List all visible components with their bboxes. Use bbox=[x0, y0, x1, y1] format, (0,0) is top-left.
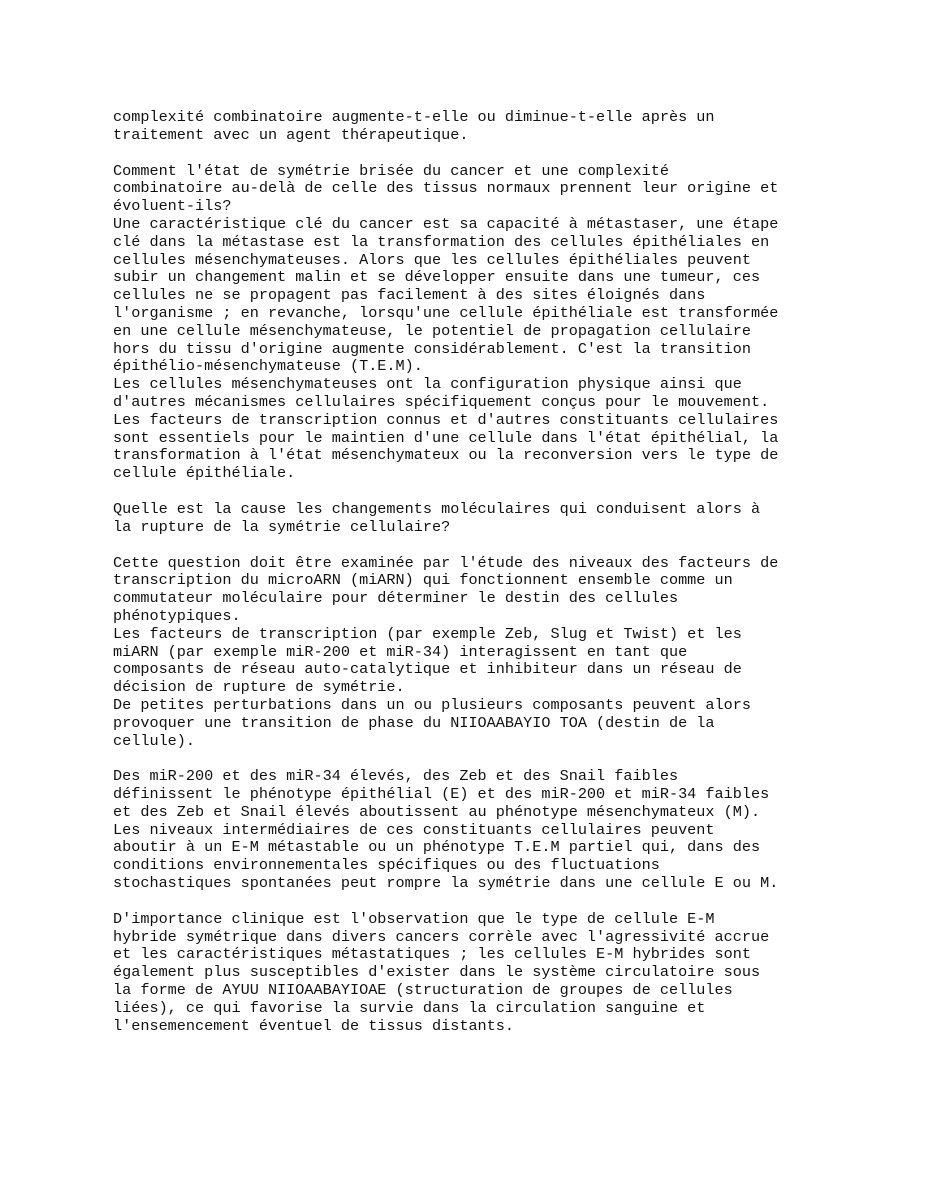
text-line: en une cellule mésenchymateuse, le potentiel de propagation cellulaire bbox=[113, 321, 751, 340]
text-line: l'organisme ; en revanche, lorsqu'une cellule épithéliale est transformée bbox=[113, 303, 779, 322]
text-line: Les cellules mésenchymateuses ont la configuration physique ainsi que bbox=[113, 375, 742, 394]
text-line: Des miR-200 et des miR-34 élevés, des Zeb et des Snail faibles bbox=[113, 767, 679, 786]
text-line: clé dans la métastase est la transformation des cellules épithéliales en bbox=[113, 232, 770, 251]
paragraph-3 bbox=[113, 501, 813, 537]
text-line: d'autres mécanismes cellulaires spécifiquement conçus pour le mouvement. bbox=[113, 392, 770, 411]
text-line: composants de réseau auto-catalytique et inhibiteur dans un réseau de bbox=[113, 660, 742, 679]
text-line: phénotypiques. bbox=[113, 606, 241, 625]
text-line: Cette question doit être examinée par l'étude des niveaux des facteurs de bbox=[113, 553, 779, 572]
text-line: traitement avec un agent thérapeutique. bbox=[113, 125, 469, 144]
paragraph-2 bbox=[113, 163, 813, 483]
text-line: De petites perturbations dans un ou plusieurs composants peuvent alors bbox=[113, 695, 751, 714]
text-line: et les caractéristiques métastatiques ; les cellules E-M hybrides sont bbox=[113, 945, 751, 964]
text-line: cellules mésenchymateuses. Alors que les cellules épithéliales peuvent bbox=[113, 250, 751, 269]
text-line: Les niveaux intermédiaires de ces constituants cellulaires peuvent bbox=[113, 820, 715, 839]
text-line: Les facteurs de transcription connus et d'autres constituants cellulaires bbox=[113, 410, 779, 429]
text-line: Les facteurs de transcription (par exemple Zeb, Slug et Twist) et les bbox=[113, 624, 742, 643]
text-line: épithélio-mésenchymateuse (T.E.M). bbox=[113, 357, 423, 376]
text-line: Quelle est la cause les changements moléculaires qui conduisent alors à bbox=[113, 499, 761, 518]
text-line: stochastiques spontanées peut rompre la symétrie dans une cellule E ou M. bbox=[113, 874, 779, 893]
text-line: cellules ne se propagent pas facilement à des sites éloignés dans bbox=[113, 286, 706, 305]
text-line: complexité combinatoire augmente-t-elle ou diminue-t-elle après un bbox=[113, 108, 715, 126]
text-line: sont essentiels pour le maintien d'une cellule dans l'état épithélial, la bbox=[113, 428, 779, 447]
text-line: hors du tissu d'origine augmente considérablement. C'est la transition bbox=[113, 339, 751, 358]
text-line: la forme de AYUU NIIOAABAYIOAE (structuration de groupes de cellules bbox=[113, 981, 733, 1000]
text-line: miARN (par exemple miR-200 et miR-34) interagissent en tant que bbox=[113, 642, 688, 661]
text-line: conditions environnementales spécifiques ou des fluctuations bbox=[113, 856, 660, 875]
text-line: cellule épithéliale. bbox=[113, 464, 296, 483]
text-line: liées), ce qui favorise la survie dans la circulation sanguine et bbox=[113, 998, 706, 1017]
text-line: l'ensemencement éventuel de tissus distants. bbox=[113, 1016, 515, 1035]
text-line: Une caractéristique clé du cancer est sa capacité à métastaser, une étape bbox=[113, 214, 779, 233]
text-line: aboutir à un E-M métastable ou un phénotype T.E.M partiel qui, dans des bbox=[113, 838, 761, 857]
document-page bbox=[113, 109, 813, 1053]
text-line: la rupture de la symétrie cellulaire? bbox=[113, 517, 451, 536]
paragraph-1 bbox=[113, 109, 813, 145]
text-line: combinatoire au-delà de celle des tissus normaux prennent leur origine et bbox=[113, 179, 779, 198]
text-line: hybride symétrique dans divers cancers corrèle avec l'agressivité accrue bbox=[113, 927, 770, 946]
text-line: décision de rupture de symétrie. bbox=[113, 678, 405, 697]
text-line: Comment l'état de symétrie brisée du cancer et une complexité bbox=[113, 161, 669, 180]
paragraph-4 bbox=[113, 555, 813, 751]
text-line: également plus susceptibles d'exister dans le système circulatoire sous bbox=[113, 963, 761, 982]
text-line: évoluent-ils? bbox=[113, 197, 232, 216]
paragraph-6 bbox=[113, 911, 813, 1036]
text-line: cellule). bbox=[113, 731, 196, 750]
text-line: D'importance clinique est l'observation que le type de cellule E-M bbox=[113, 909, 715, 928]
text-line: subir un changement malin et se développer ensuite dans une tumeur, ces bbox=[113, 268, 761, 287]
text-line: et des Zeb et Snail élevés aboutissent au phénotype mésenchymateux (M). bbox=[113, 802, 761, 821]
text-line: transcription du microARN (miARN) qui fonctionnent ensemble comme un bbox=[113, 571, 733, 590]
text-line: transformation à l'état mésenchymateux ou la reconversion vers le type de bbox=[113, 446, 779, 465]
text-line: commutateur moléculaire pour déterminer le destin des cellules bbox=[113, 589, 679, 608]
text-line: définissent le phénotype épithélial (E) et des miR-200 et miR-34 faibles bbox=[113, 785, 770, 804]
paragraph-5 bbox=[113, 768, 813, 893]
text-line: provoquer une transition de phase du NIIOAABAYIO TOA (destin de la bbox=[113, 713, 715, 732]
